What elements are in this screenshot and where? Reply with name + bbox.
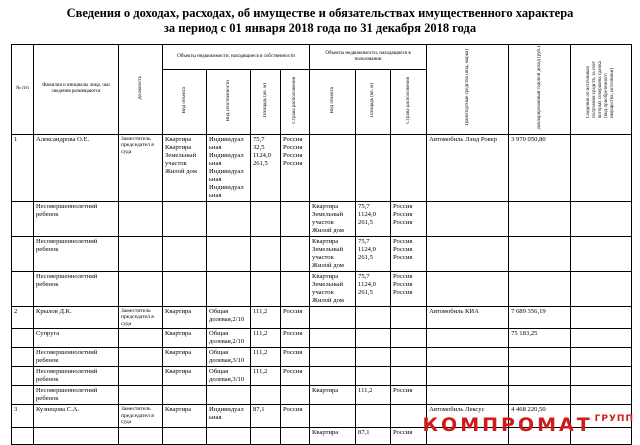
declaration-table [11,44,632,445]
table-row [12,134,632,201]
cell-name: Александрова О.Е. [34,134,119,201]
cell-num: 1 [12,134,34,201]
cell-name: Несовершеннолетний ребенок [34,367,119,386]
cell-owned-country [281,386,310,405]
header-name: Фамилия и инициалы лица, чьи сведения размещаются [34,45,119,135]
cell-owned-area [251,386,281,405]
cell-income [509,367,571,386]
cell-source [571,201,632,236]
cell-used-area [356,306,391,329]
header-position: Должность [119,45,163,135]
cell-owned-ownership-line: Индивидуал ьная [209,167,244,183]
cell-position: Заместитель председател я суда [119,134,163,201]
cell-source [571,329,632,348]
cell-position: Заместитель председател я суда [119,405,163,428]
title-line-1: Сведения о доходах, расходах, об имуществе и обязательствах имущественного характера [66,6,574,20]
cell-used-area [356,348,391,367]
cell-used-type-line: Земельный участок [312,280,344,296]
cell-vehicles [427,386,509,405]
cell-used-country [391,306,427,329]
cell-owned-type [163,306,207,329]
cell-used-country-line: Россия [393,428,413,436]
cell-vehicles [427,201,509,236]
cell-owned-ownership-line: Общая долевая,2/10 [209,307,245,323]
cell-num: 2 [12,306,34,329]
cell-position [119,201,163,236]
cell-num [12,201,34,236]
table-row [12,201,632,236]
cell-num [12,427,34,444]
cell-used-country [391,236,427,271]
cell-used-area [356,201,391,236]
cell-used-area-line: 1124,0 [358,210,376,218]
cell-num [12,348,34,367]
cell-num [12,271,34,306]
cell-vehicles: Автомобиль Лексус [427,405,509,428]
cell-owned-country [281,348,310,367]
cell-name: Несовершеннолетний ребенок [34,201,119,236]
cell-used-type [310,329,356,348]
cell-owned-ownership [207,236,251,271]
cell-owned-area-line: 1124,0 [253,151,271,159]
cell-owned-type [163,348,207,367]
cell-owned-area [251,367,281,386]
cell-owned-ownership-line: Индивидуал ьная [209,151,244,167]
cell-owned-type-line: Квартира [165,330,192,338]
cell-used-type-line: Земельный участок [312,210,344,226]
cell-used-type [310,201,356,236]
cell-income: 3 970 050,80 [509,134,571,201]
cell-owned-type [163,386,207,405]
cell-used-area-line: 261,5 [358,218,373,226]
cell-name: Несовершеннолетний ребенок [34,348,119,367]
cell-owned-area [251,236,281,271]
cell-position [119,236,163,271]
cell-num [12,329,34,348]
cell-used-area [356,236,391,271]
cell-owned-ownership [207,386,251,405]
table-row [12,236,632,271]
cell-used-type-line: Жилой дом [312,261,344,269]
cell-owned-area [251,271,281,306]
cell-income [509,236,571,271]
cell-owned-country [281,236,310,271]
cell-used-area [356,134,391,201]
cell-owned-type-line: Квартира [165,135,192,143]
cell-owned-ownership [207,367,251,386]
cell-owned-area-line: 111,2 [253,349,268,357]
cell-owned-country [281,306,310,329]
cell-name: Несовершеннолетний ребенок [34,271,119,306]
header-owned-area: Площадь (кв. м) [251,69,281,134]
cell-used-country-line: Россия [393,288,413,296]
cell-owned-ownership-line: Индивидуал ьная [209,406,244,422]
cell-used-country [391,367,427,386]
cell-used-type [310,386,356,405]
cell-owned-type [163,427,207,444]
cell-owned-ownership [207,427,251,444]
cell-owned-country [281,329,310,348]
cell-owned-country [281,134,310,201]
cell-used-area-line: 1124,0 [358,245,376,253]
cell-owned-area [251,348,281,367]
cell-owned-ownership [207,201,251,236]
cell-owned-ownership-line: Индивидуал ьная [209,135,244,151]
cell-owned-area-line: 75,7 [253,135,265,143]
cell-used-type [310,348,356,367]
table-body [12,134,632,444]
cell-owned-area [251,427,281,444]
cell-income: 7 689 356,19 [509,306,571,329]
cell-used-country-line: Россия [393,387,413,395]
cell-owned-country [281,367,310,386]
cell-source [571,348,632,367]
watermark-main: КОМПРОМАТ [422,414,593,436]
cell-source [571,134,632,201]
cell-owned-type [163,134,207,201]
cell-vehicles [427,367,509,386]
cell-used-area-line: 87,1 [358,428,370,436]
cell-used-type-line: Земельный участок [312,245,344,261]
cell-owned-area [251,405,281,428]
cell-owned-type-line: Квартира [165,143,192,151]
cell-owned-ownership [207,134,251,201]
cell-owned-type [163,271,207,306]
header-owned-group: Объекты недвижимости, находящиеся в собственности [163,45,310,70]
cell-position [119,348,163,367]
cell-used-type [310,427,356,444]
cell-owned-area-line: 87,1 [253,406,265,414]
cell-income: 4 468 220,50 [509,405,571,428]
cell-num [12,236,34,271]
header-source: Сведения об источниках получения средств, за счет которых совершена сделка (вид приобретенного имущества, источники) [571,45,632,135]
cell-name: Кузнецова С.А. [34,405,119,428]
cell-num [12,386,34,405]
cell-source [571,367,632,386]
cell-used-area [356,271,391,306]
cell-used-type [310,367,356,386]
cell-name: Несовершеннолетний ребенок [34,236,119,271]
cell-owned-country-line: Россия [283,307,303,315]
cell-owned-country-line: Россия [283,406,303,414]
cell-used-country-line: Россия [393,202,413,210]
cell-owned-type-line: Квартира [165,349,192,357]
cell-owned-country-line: Россия [283,349,303,357]
cell-owned-type-line: Жилой дом [165,167,197,175]
cell-num [12,367,34,386]
cell-income [509,386,571,405]
cell-used-type-line: Жилой дом [312,296,344,304]
cell-income [509,271,571,306]
table-row [12,367,632,386]
cell-used-type-line: Квартира [312,202,339,210]
header-owned-country: Страна расположения [281,69,310,134]
cell-owned-type [163,329,207,348]
cell-used-type [310,271,356,306]
table-row [12,386,632,405]
cell-owned-ownership-line: Общая долевая,3/10 [209,368,245,384]
title-line-2: за период с 01 января 2018 года по 31 декабря 2018 года [163,21,477,35]
cell-owned-area [251,306,281,329]
cell-used-country-line: Россия [393,218,413,226]
cell-owned-area [251,329,281,348]
cell-used-country [391,427,427,444]
table-row [12,348,632,367]
header-used-country: Страна расположения [391,69,427,134]
cell-used-area-line: 261,5 [358,253,373,261]
cell-used-country [391,348,427,367]
header-owned-type: Вид объекта [163,69,207,134]
cell-used-area-line: 75,7 [358,202,370,210]
cell-owned-ownership-line: Индивидуал ьная [209,183,244,199]
document-title [0,6,640,36]
cell-vehicles [427,236,509,271]
cell-owned-country [281,427,310,444]
cell-used-country-line: Россия [393,210,413,218]
cell-used-area [356,367,391,386]
header-used-area: Площадь (кв. м) [356,69,391,134]
cell-used-country [391,329,427,348]
watermark-sub: ГРУПП [594,414,634,424]
cell-position [119,427,163,444]
cell-vehicles [427,271,509,306]
cell-owned-country-line: Россия [283,143,303,151]
cell-used-area-line: 1124,0 [358,280,376,288]
cell-position [119,271,163,306]
cell-owned-ownership [207,271,251,306]
table-row [12,271,632,306]
cell-source [571,271,632,306]
cell-used-country [391,201,427,236]
cell-used-type [310,306,356,329]
cell-used-country-line: Россия [393,272,413,280]
cell-used-area [356,329,391,348]
header-num: № п/п [12,45,34,135]
cell-owned-country-line: Россия [283,159,303,167]
cell-used-area [356,427,391,444]
cell-used-country [391,271,427,306]
cell-income [509,348,571,367]
cell-owned-area-line: 111,2 [253,368,268,376]
cell-owned-ownership [207,329,251,348]
cell-used-country [391,386,427,405]
cell-owned-ownership-line: Общая долевая,2/10 [209,330,245,346]
cell-position [119,329,163,348]
header-used-type: Вид объекта [310,69,356,134]
cell-owned-type-line: Квартира [165,368,192,376]
cell-owned-ownership-line: Общая долевая,3/10 [209,349,245,365]
cell-used-type [310,405,356,428]
cell-num: 3 [12,405,34,428]
cell-used-type-line: Жилой дом [312,226,344,234]
cell-used-type-line: Квартира [312,237,339,245]
cell-owned-type-line: Квартира [165,406,192,414]
cell-vehicles [427,348,509,367]
cell-source [571,236,632,271]
cell-source [571,386,632,405]
table-row [12,329,632,348]
cell-used-country-line: Россия [393,245,413,253]
header-vehicles: Транспортные средства (вид, марка) [427,45,509,135]
cell-owned-area-line: 111,2 [253,330,268,338]
cell-owned-country-line: Россия [283,151,303,159]
cell-used-type-line: Квартира [312,387,339,395]
cell-used-type-line: Квартира [312,272,339,280]
cell-vehicles: Автомобиль КИА [427,306,509,329]
cell-owned-type [163,405,207,428]
cell-used-area [356,405,391,428]
cell-income: 75 183,25 [509,329,571,348]
cell-used-country [391,134,427,201]
cell-owned-ownership [207,306,251,329]
cell-vehicles [427,329,509,348]
cell-name: Крылов Д.К. [34,306,119,329]
cell-used-type [310,134,356,201]
cell-owned-area-line: 32,5 [253,143,265,151]
cell-owned-country-line: Россия [283,330,303,338]
cell-used-country-line: Россия [393,237,413,245]
header-owned-ownership: Вид собственности [207,69,251,134]
cell-used-area-line: 75,7 [358,272,370,280]
cell-owned-country [281,271,310,306]
cell-used-area-line: 261,5 [358,288,373,296]
header-income: Декларированный годовой доход (руб.) [509,45,571,135]
cell-owned-area-line: 111,2 [253,307,268,315]
cell-used-type [310,236,356,271]
cell-owned-ownership [207,405,251,428]
cell-name [34,427,119,444]
cell-used-area-line: 75,7 [358,237,370,245]
cell-income [509,201,571,236]
cell-name: Несовершеннолетний ребенок [34,386,119,405]
cell-owned-type [163,201,207,236]
table-header [12,45,632,135]
cell-name: Супруга [34,329,119,348]
cell-owned-area [251,134,281,201]
cell-owned-area [251,201,281,236]
cell-owned-type-line: Земельный участок [165,151,197,167]
cell-position: Заместитель председател я суда [119,306,163,329]
cell-used-area [356,386,391,405]
cell-position [119,386,163,405]
cell-position [119,367,163,386]
cell-used-country-line: Россия [393,253,413,261]
cell-owned-country-line: Россия [283,135,303,143]
cell-owned-type-line: Квартира [165,307,192,315]
cell-owned-area-line: 261,5 [253,159,268,167]
cell-owned-country-line: Россия [283,368,303,376]
cell-owned-type [163,236,207,271]
cell-owned-type [163,367,207,386]
header-used-group: Объекты недвижимости, находящиеся в пользовании [310,45,427,70]
cell-owned-ownership [207,348,251,367]
cell-used-area-line: 111,2 [358,387,373,395]
cell-used-country-line: Россия [393,280,413,288]
cell-used-country [391,405,427,428]
cell-vehicles: Автомобиль Лэнд Ровер [427,134,509,201]
cell-source [571,306,632,329]
cell-owned-country [281,201,310,236]
cell-used-type-line: Квартира [312,428,339,436]
cell-owned-country [281,405,310,428]
watermark-logo [423,414,634,436]
table-row [12,306,632,329]
